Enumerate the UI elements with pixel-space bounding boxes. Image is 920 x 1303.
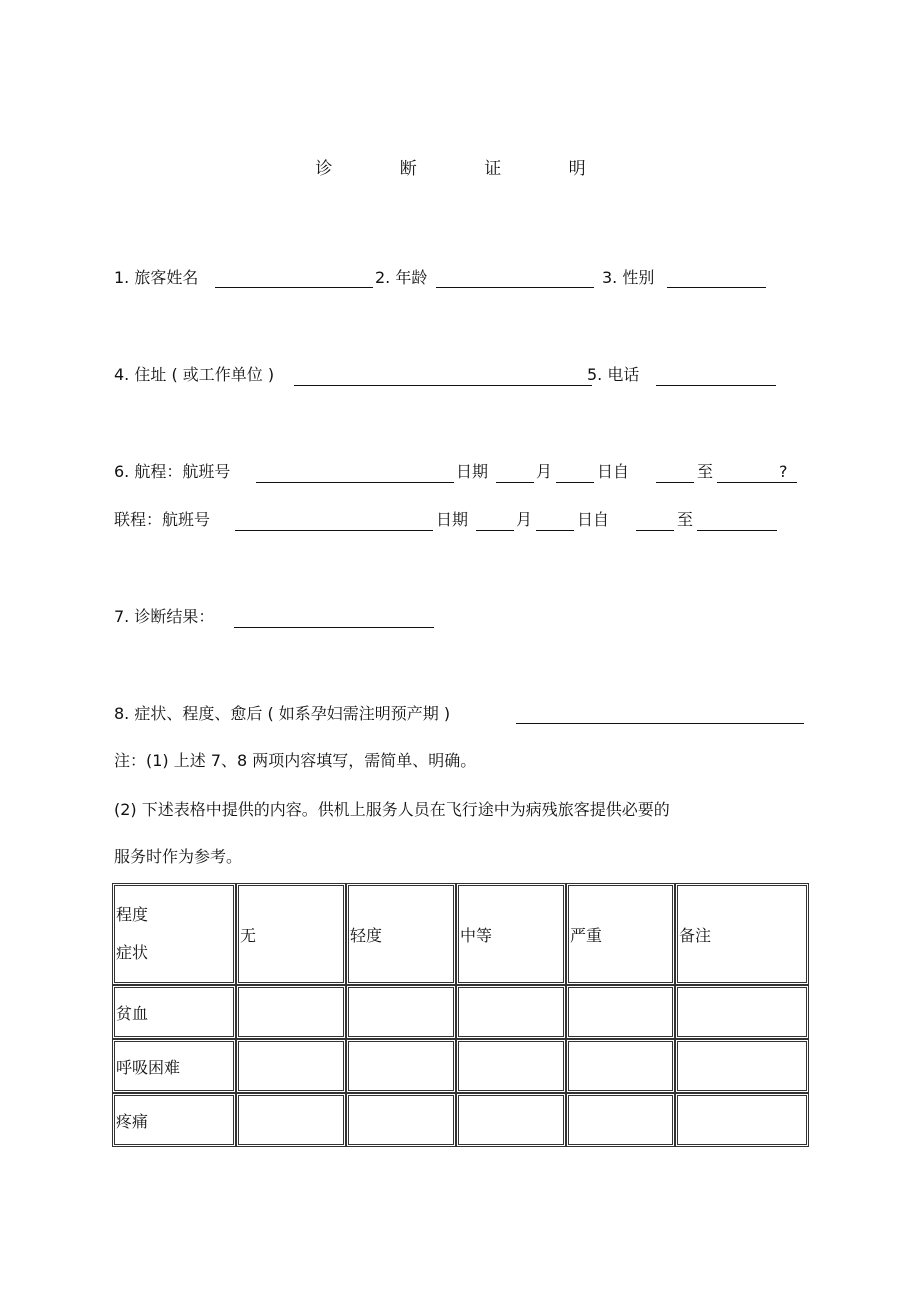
header-remarks: 备注	[675, 883, 809, 985]
conn-month-field[interactable]	[476, 530, 514, 531]
passenger-name-label: 1. 旅客姓名	[114, 268, 199, 287]
table-cell[interactable]	[566, 1093, 675, 1147]
page-title: 诊 断 证 明	[315, 159, 617, 179]
route-to-field[interactable]	[717, 482, 797, 483]
conn-from-field[interactable]	[636, 530, 674, 531]
row-label-anemia: 贫血	[112, 985, 236, 1039]
corner-degree-label: 程度	[116, 905, 149, 924]
table-row	[112, 985, 809, 1039]
note-3: 服务时作为参考。	[114, 847, 243, 866]
table-cell[interactable]	[456, 985, 566, 1039]
symptoms-field[interactable]	[516, 723, 804, 724]
header-severe: 严重	[566, 883, 675, 985]
route-end-mark: ?	[779, 462, 788, 481]
table-cell[interactable]	[566, 985, 675, 1039]
passenger-name-field[interactable]	[215, 287, 373, 288]
note-2: (2) 下述表格中提供的内容。供机上服务人员在飞行途中为病残旅客提供必要的	[114, 800, 670, 819]
header-none: 无	[236, 883, 346, 985]
conn-day-from-label: 日自	[577, 510, 610, 529]
symptom-table	[112, 883, 809, 1147]
phone-field[interactable]	[656, 385, 776, 386]
table-cell[interactable]	[236, 1039, 346, 1093]
address-field[interactable]	[294, 385, 592, 386]
table-cell[interactable]	[236, 985, 346, 1039]
route-from-field[interactable]	[656, 482, 694, 483]
table-cell[interactable]	[346, 1039, 456, 1093]
table-header-row	[112, 883, 809, 985]
header-moderate: 中等	[456, 883, 566, 985]
gender-field[interactable]	[667, 287, 766, 288]
route-to-label: 至	[697, 462, 714, 481]
phone-label: 5. 电话	[587, 365, 640, 384]
route-month-field[interactable]	[496, 482, 534, 483]
table-cell[interactable]	[566, 1039, 675, 1093]
table-row	[112, 1093, 809, 1147]
conn-day-field[interactable]	[536, 530, 574, 531]
conn-to-field[interactable]	[697, 530, 777, 531]
route-label: 6. 航程：航班号	[114, 462, 231, 481]
table-cell[interactable]	[346, 1093, 456, 1147]
conn-month-label: 月	[516, 510, 533, 529]
route-month-label: 月	[536, 462, 553, 481]
route-day-field[interactable]	[556, 482, 594, 483]
table-cell[interactable]	[456, 1093, 566, 1147]
note-1: 注：(1) 上述 7、8 两项内容填写，需简单、明确。	[114, 751, 477, 770]
age-field[interactable]	[436, 287, 594, 288]
route-day-from-label: 日自	[597, 462, 630, 481]
diagnosis-field[interactable]	[234, 627, 434, 628]
table-cell[interactable]	[675, 1039, 809, 1093]
header-mild: 轻度	[346, 883, 456, 985]
corner-symptom-label: 症状	[116, 943, 149, 962]
table-corner-cell	[112, 883, 236, 985]
row-label-dyspnea: 呼吸困难	[112, 1039, 236, 1093]
conn-date-label: 日期	[436, 510, 469, 529]
table-cell[interactable]	[675, 1093, 809, 1147]
table-row	[112, 1039, 809, 1093]
row-label-pain: 疼痛	[112, 1093, 236, 1147]
table-cell[interactable]	[675, 985, 809, 1039]
table-cell[interactable]	[346, 985, 456, 1039]
conn-to-label: 至	[677, 510, 694, 529]
table-cell[interactable]	[456, 1039, 566, 1093]
route-flight-field[interactable]	[256, 482, 454, 483]
gender-label: 3. 性别	[602, 268, 655, 287]
address-label: 4. 住址 ( 或工作单位 )	[114, 365, 275, 384]
connection-label: 联程：航班号	[114, 510, 211, 529]
symptoms-label: 8. 症状、程度、愈后 ( 如系孕妇需注明预产期 )	[114, 704, 451, 723]
table-cell[interactable]	[236, 1093, 346, 1147]
route-date-label: 日期	[456, 462, 489, 481]
connection-flight-field[interactable]	[235, 530, 433, 531]
age-label: 2. 年龄	[375, 268, 428, 287]
diagnosis-label: 7. 诊断结果：	[114, 607, 215, 626]
